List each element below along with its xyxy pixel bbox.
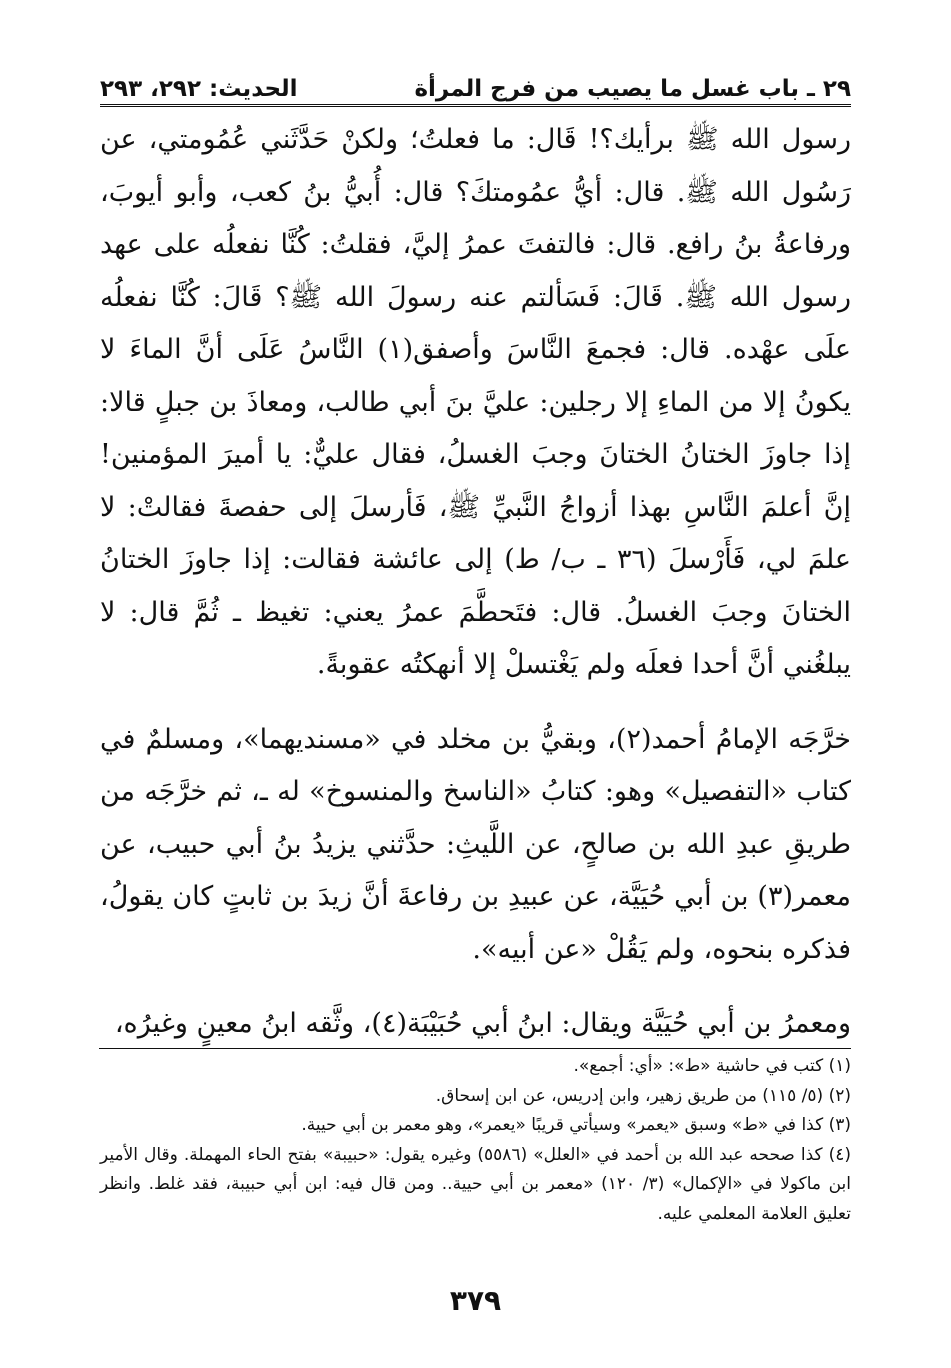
footnote-divider (99, 1048, 851, 1049)
paragraph-2: خرَّجَه الإمامُ أحمد(٢)، وبقيُّ بن مخلد في «مسنديهما»، ومسلمٌ في كتاب «التفصيل» وهو: كتابُ «الناسخ والمنسوخ» له ـ، ثم خرَّجَه من طريقِ عبدِ الله بن صالحٍ، عن اللَّيثِ: حدَّثني يزيدُ بنُ أبي حبيب، عن معمر(٣) بن أبي حُيَيَّة، عن عبيدِ بن رفاعةَ أنَّ زيدَ بن ثابتٍ كان يقولُ، فذكره بنحوه، ولم يَقُلْ «عن أبيه». (100, 723, 851, 965)
hadith-numbers: الحديث: ٢٩٢، ٢٩٣ (100, 76, 298, 102)
paragraph-3: ومعمرُ بن أبي حُيَيَّة ويقال: ابنُ أبي حُبَيْبَة(٤)، وثَّقه ابنُ معينٍ وغيرُه، (114, 1008, 851, 1039)
footnote-4: (٤) كذا صححه عبد الله بن أحمد في «العلل» (٥٥٨٦) وغيره يقول: «حبيبة» بفتح الحاء المهملة. وقال الأمير ابن ماكولا في «الإكمال» (٣/ ١٢٠) «معمر بن أبي حيية.. ومن قال فيه: ابن أبي حبيبة، فقد غلط. وانظر تعليق العلامة المعلمي عليه. (100, 1144, 852, 1224)
paragraph-1: رسول الله ﷺ برأيك؟! قَال: ما فعلتُ؛ ولكنْ حَدَّثَني عُمُومتي، عن رَسُول الله ﷺ. قال: أيُّ عمُومتكَ؟ قال: أُبيُّ بنُ كعب، وأبو أيوبَ، ورفاعةُ بنُ رافع. قال: فالتفتَ عمرُ إليَّ، فقلتُ: كُنَّا نفعلُه على عهد رسول الله ﷺ. قَالَ: فَسَألتم عنه رسولَ الله ﷺ؟ قَالَ: كُنَّا نفعلُه علَى عهْده. قال: فجمعَ النَّاسَ وأصفق(١) النَّاسُ عَلَى أنَّ الماءَ لا يكونُ إلا من الماءِ إلا رجلين: عليَّ بنَ أبي طالب، ومعاذَ بن جبلٍ قالا: إذا جاوزَ الختانُ الختانَ وجبَ الغسلُ، فقال عليٌّ: يا أميرَ المؤمنين! إنَّ أعلمَ النَّاسِ بهذا أزواجُ النَّبيِّ ﷺ، فَأرسلَ إلى حفصةَ فقالتْ: لا علمَ لي، فَأَرْسلَ (٣٦ ـ ب/ ط) إلى عائشة فقالت: إذا جاوزَ الختانُ الختانَ وجبَ الغسلُ. قال: فتَحطَّمَ عمرُ يعني: تغيظ ـ ثُمَّ قال: لا يبلغُني أنَّ أحدا فعلَه ولم يَغْتسلْ إلا أنهكتُه عقوبةً. (100, 124, 851, 680)
footnote-2: (٢) (٥/ ١١٥) من طريق زهير، وابن إدريس، عن ابن إسحاق. (435, 1085, 851, 1106)
footnote-1: (١) كتب في حاشية «ط»: «أي: أجمع». (573, 1056, 851, 1076)
page-number: ٣٧٩ (449, 1284, 502, 1317)
chapter-title: ٢٩ ـ باب غسل ما يصيب من فرج المرأة (414, 76, 851, 102)
footnotes (100, 1052, 851, 1229)
running-header (100, 62, 851, 102)
main-text (100, 114, 851, 1051)
footnote-3: (٣) كذا في «ط» وسبق «يعمر» وسيأتي قريبًا «يعمر»، وهو معمر بن أبي حيية. (301, 1115, 851, 1135)
header-divider (100, 104, 851, 107)
